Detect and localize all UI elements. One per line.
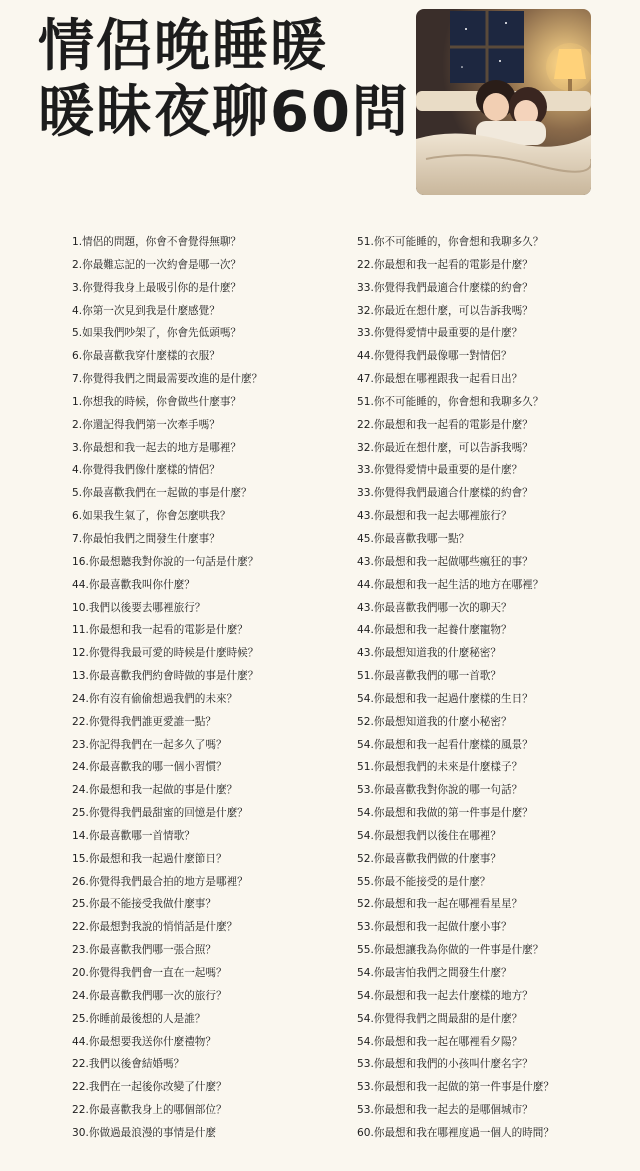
question-item: 12.你覺得我最可愛的時候是什麼時候？ bbox=[72, 647, 259, 660]
question-item: 22.你覺得我們誰更愛誰一點？ bbox=[72, 715, 216, 728]
question-item: 33.你覺得愛情中最重要的是什麼？ bbox=[357, 464, 523, 477]
couple-in-bed-illustration bbox=[416, 9, 591, 195]
question-item: 51.你不可能睡的，你會想和我聊多久？ bbox=[357, 236, 544, 248]
question-item: 54.你最想和我一起看什麼樣的風景？ bbox=[357, 738, 533, 751]
question-item: 54.你最想和我一起在哪裡看夕陽？ bbox=[357, 1035, 523, 1048]
question-item: 53.你最想和我一起做的第一件事是什麼？ bbox=[357, 1081, 554, 1094]
question-item: 5.如果我們吵架了，你會先低頭嗎？ bbox=[72, 327, 242, 340]
question-item: 44.你最喜歡我叫你什麼？ bbox=[72, 578, 195, 591]
question-item: 25.你睡前最後想的人是誰？ bbox=[72, 1012, 206, 1025]
question-item: 44.你覺得我們最像哪一對情侶？ bbox=[357, 350, 512, 363]
question-item: 1.你想我的時候，你會做些什麼事？ bbox=[72, 395, 242, 408]
question-item: 13.你最喜歡我們約會時做的事是什麼？ bbox=[72, 670, 259, 683]
question-item: 33.你覺得愛情中最重要的是什麼？ bbox=[357, 327, 523, 340]
title-line-1: 情侶晚睡暖 bbox=[38, 14, 328, 79]
question-item: 32.你最近在想什麼，可以告訴我嗎？ bbox=[357, 441, 533, 454]
question-item: 7.你最怕我們之間發生什麼事？ bbox=[72, 532, 220, 545]
question-item: 53.你最想和我們的小孩叫什麼名字？ bbox=[357, 1058, 533, 1071]
question-item: 32.你最近在想什麼，可以告訴我嗎？ bbox=[357, 304, 533, 317]
title-line-2: 暖昧夜聊60問 bbox=[38, 79, 410, 145]
question-item: 54.你覺得我們之間最甜的是什麼？ bbox=[357, 1012, 523, 1025]
question-item: 11.你最想和我一起看的電影是什麼？ bbox=[72, 624, 248, 637]
question-item: 5.你最喜歡我們在一起做的事是什麼？ bbox=[72, 487, 252, 500]
question-item: 54.你最想和我一起過什麼樣的生日？ bbox=[357, 692, 533, 705]
question-item: 23.你最喜歡我們哪一張合照？ bbox=[72, 944, 216, 957]
question-item: 55.你最不能接受的是什麼？ bbox=[357, 875, 491, 888]
question-item: 53.你最想和我一起做什麼小事？ bbox=[357, 921, 512, 934]
question-item: 20.你覺得我們會一直在一起嗎？ bbox=[72, 967, 227, 979]
question-item: 6.如果我生氣了，你會怎麼哄我？ bbox=[72, 510, 231, 523]
question-item: 30.你做過最浪漫的事情是什麼 bbox=[72, 1126, 216, 1139]
question-item: 54.你最害怕我們之間發生什麼？ bbox=[357, 967, 512, 979]
question-item: 22.我們以後會結婚嗎？ bbox=[72, 1058, 185, 1071]
question-item: 33.你覺得我們最適合什麼樣的約會？ bbox=[357, 487, 533, 500]
question-item: 22.你最想和我一起看的電影是什麼？ bbox=[357, 418, 533, 431]
question-item: 51.你最想我們的未來是什麼樣子？ bbox=[357, 761, 523, 774]
question-item: 52.你最想知道我的什麼小秘密？ bbox=[357, 715, 512, 728]
question-item: 24.你最想和我一起做的事是什麼？ bbox=[72, 784, 238, 797]
question-item: 26.你覺得我們最合拍的地方是哪裡？ bbox=[72, 875, 248, 888]
question-item: 15.你最想和我一起過什麼節日？ bbox=[72, 852, 227, 865]
question-item: 7.你覺得我們之間最需要改進的是什麼？ bbox=[72, 373, 263, 386]
question-item: 43.你最想知道我的什麼秘密？ bbox=[357, 647, 501, 660]
question-item: 44.你最想和我一起生活的地方在哪裡？ bbox=[357, 578, 544, 591]
question-item: 43.你最想和我一起做哪些瘋狂的事？ bbox=[357, 555, 533, 568]
question-item: 25.你最不能接受我做什麼事？ bbox=[72, 898, 216, 911]
question-item: 4.你覺得我們像什麼樣的情侶？ bbox=[72, 464, 220, 477]
question-item: 16.你最想聽我對你說的一句話是什麼？ bbox=[72, 555, 259, 568]
question-item: 43.你最喜歡我們哪一次的聊天？ bbox=[357, 601, 512, 614]
question-item: 44.你最想和我一起養什麼寵物？ bbox=[357, 624, 512, 637]
question-item: 44.你最想要我送你什麼禮物？ bbox=[72, 1035, 216, 1048]
question-item: 45.你最喜歡我哪一點？ bbox=[357, 532, 470, 545]
question-item: 47.你最想在哪裡跟我一起看日出？ bbox=[357, 373, 523, 386]
question-item: 33.你覺得我們最適合什麼樣的約會？ bbox=[357, 281, 533, 294]
question-item: 3.你最想和我一起去的地方是哪裡？ bbox=[72, 441, 242, 454]
question-item: 55.你最想讓我為你做的一件事是什麼？ bbox=[357, 944, 544, 957]
question-item: 2.你最難忘記的一次約會是哪一次？ bbox=[72, 258, 242, 271]
poster-title bbox=[38, 16, 410, 143]
left-question-column bbox=[72, 231, 322, 1145]
question-item: 23.你記得我們在一起多久了嗎？ bbox=[72, 738, 227, 751]
question-item: 14.你最喜歡哪一首情歌？ bbox=[72, 829, 195, 842]
question-item: 10.我們以後要去哪裡旅行？ bbox=[72, 601, 206, 614]
question-item: 22.你最喜歡我身上的哪個部位？ bbox=[72, 1104, 227, 1117]
right-question-column bbox=[357, 231, 607, 1145]
question-item: 22.我們在一起後你改變了什麼？ bbox=[72, 1081, 227, 1094]
question-item: 2.你還記得我們第一次牽手嗎？ bbox=[72, 418, 220, 431]
question-item: 53.你最想和我一起去的是哪個城市？ bbox=[357, 1104, 533, 1117]
question-item: 24.你有沒有偷偷想過我們的未來？ bbox=[72, 692, 238, 705]
question-item: 53.你最喜歡我對你說的哪一句話？ bbox=[357, 784, 523, 797]
question-item: 4.你第一次見到我是什麼感覺？ bbox=[72, 304, 220, 317]
question-item: 52.你最想和我一起在哪裡看星星？ bbox=[357, 898, 523, 911]
question-item: 52.你最喜歡我們做的什麼事？ bbox=[357, 852, 501, 865]
question-item: 60.你最想和我在哪裡度過一個人的時間？ bbox=[357, 1126, 554, 1139]
question-item: 6.你最喜歡我穿什麼樣的衣服？ bbox=[72, 350, 220, 363]
question-item: 25.你覺得我們最甜蜜的回憶是什麼？ bbox=[72, 807, 248, 820]
question-item: 43.你最想和我一起去哪裡旅行？ bbox=[357, 510, 512, 523]
question-item: 22.你最想對我說的悄悄話是什麼？ bbox=[72, 921, 238, 934]
question-item: 51.你不可能睡的，你會想和我聊多久？ bbox=[357, 395, 544, 408]
question-item: 51.你最喜歡我們的哪一首歌？ bbox=[357, 670, 501, 683]
question-item: 1.情侶的問題，你會不會覺得無聊？ bbox=[72, 236, 242, 248]
question-item: 54.你最想我們以後住在哪裡？ bbox=[357, 829, 501, 842]
question-item: 24.你最喜歡我的哪一個小習慣？ bbox=[72, 761, 227, 774]
question-item: 54.你最想和我一起去什麼樣的地方？ bbox=[357, 989, 533, 1002]
question-item: 54.你最想和我做的第一件事是什麼？ bbox=[357, 807, 533, 820]
question-item: 3.你覺得我身上最吸引你的是什麼？ bbox=[72, 281, 242, 294]
question-item: 24.你最喜歡我們哪一次的旅行？ bbox=[72, 989, 227, 1002]
question-item: 22.你最想和我一起看的電影是什麼？ bbox=[357, 258, 533, 271]
